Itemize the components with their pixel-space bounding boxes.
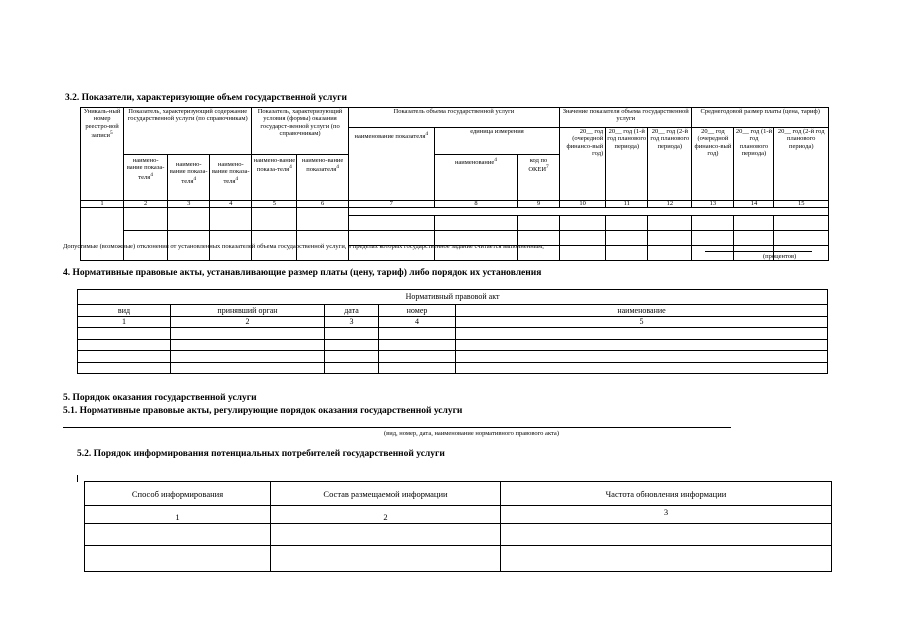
header-volume-indicator: Показатель объема государственной услуги [348, 108, 559, 128]
col-number: 1 [81, 201, 124, 208]
col-number: 8 [434, 201, 517, 208]
section-4-title: 4. Нормативные правовые акты, устанавливающие размер платы (цену, тариф) либо порядок их установления [63, 268, 542, 278]
header-unique-number: Уникаль-ный номер реестро-вой записи$^5$ [81, 108, 124, 201]
col-number: 4 [379, 316, 456, 328]
table-row [85, 524, 832, 546]
act-header: Нормативный правовой акт [78, 290, 828, 305]
col-number: 5 [456, 316, 828, 328]
cursor-mark [77, 475, 78, 482]
col-number: 1 [78, 316, 171, 328]
col-number: 15 [774, 201, 829, 208]
col-number: 3 [168, 201, 210, 208]
header-content-indicator: Показатель, характеризующий содержание государственной услуги (по справочникам) [124, 108, 252, 155]
column-header: номер [379, 305, 456, 317]
header-volume-values: Значение показателя объема государственной услуги [560, 108, 692, 128]
col-number: 4 [210, 201, 252, 208]
table-row [78, 328, 828, 340]
col-number: 5 [252, 201, 297, 208]
percent-caption: (процентов) [763, 253, 797, 260]
section-5-title: 5. Порядок оказания государственной услуги [63, 393, 257, 403]
section-3-2-title: 3.2. Показатели, характеризующие объем государственной услуги [65, 93, 347, 103]
act-entry-caption: (вид, номер, дата, наименование нормативного правового акта) [384, 430, 559, 437]
col-number: 1 [85, 506, 271, 524]
column-header: принявший орган [171, 305, 325, 317]
col-number: 9 [517, 201, 559, 208]
col-number: 10 [560, 201, 606, 208]
column-header: Способ информирования [85, 482, 271, 506]
subheader-conditions-2: наимено-вание показателя$^4$ [297, 155, 348, 201]
subheader-content-1: наимено-вание показа-теля$^4$ [124, 155, 168, 201]
header-fee-2: 20__ год (2-й год планового периода) [774, 128, 829, 201]
header-average-fee: Среднегодовой размер платы (цена, тариф) [692, 108, 829, 128]
volume-indicators-table [80, 107, 829, 261]
subheader-okei: код по ОКЕИ$^7$ [517, 155, 559, 201]
table-row [81, 208, 829, 216]
col-number: 12 [648, 201, 692, 208]
subheader-content-3: наимено-вание показа-теля$^4$ [210, 155, 252, 201]
header-year-1: 20__ год (1-й год планового периода) [606, 128, 648, 201]
informing-table [84, 481, 832, 572]
act-entry-line [63, 427, 731, 428]
header-year-0: 20__ год (очередной финансо-вый год) [560, 128, 606, 201]
header-fee-1: 20__ год (1-й год планового периода) [734, 128, 774, 201]
col-number: 13 [692, 201, 734, 208]
deviation-value-line [705, 251, 812, 252]
table-row [78, 339, 828, 351]
header-fee-0: 20__ год (очередной финансо-вый год) [692, 128, 734, 201]
column-header: Состав размещаемой информации [271, 482, 501, 506]
column-header: вид [78, 305, 171, 317]
header-unit: единица измерения [434, 128, 559, 155]
col-number: 7 [348, 201, 434, 208]
col-number: 3 [325, 316, 379, 328]
col-number: 2 [124, 201, 168, 208]
col-number: 2 [271, 506, 501, 524]
col-number: 11 [606, 201, 648, 208]
table-row [85, 546, 832, 572]
column-header: Частота обновления информации [501, 482, 832, 506]
section-5-1-title: 5.1. Нормативные правовые акты, регулирующие порядок оказания государственной услуги [63, 406, 463, 416]
header-indicator-name: наименование показателя$^4$ [348, 128, 434, 201]
section-5-2-title: 5.2. Порядок информирования потенциальных потребителей государственной услуги [77, 449, 445, 459]
subheader-conditions-1: наимено-вание показа-теля$^4$ [252, 155, 297, 201]
table-row [78, 351, 828, 363]
column-header: наименование [456, 305, 828, 317]
col-number: 2 [171, 316, 325, 328]
subheader-content-2: наимено-вание показа-теля$^4$ [168, 155, 210, 201]
fee-acts-table [77, 289, 828, 374]
header-year-2: 20__ год (2-й год планового периода) [648, 128, 692, 201]
col-number: 3 [501, 506, 832, 524]
deviation-text: Допустимые (возможные) отклонения от установленных показателей объема государственной услуги, в пределах которых государственное задание считается выполненным, [63, 243, 544, 250]
col-number: 14 [734, 201, 774, 208]
table-row [78, 362, 828, 374]
subheader-unit-name: наименование$^4$ [434, 155, 517, 201]
header-conditions-indicator: Показатель, характеризующий условия (формы) оказания государст-венной услуги (по справочникам) [252, 108, 348, 155]
col-number: 6 [297, 201, 348, 208]
column-header: дата [325, 305, 379, 317]
